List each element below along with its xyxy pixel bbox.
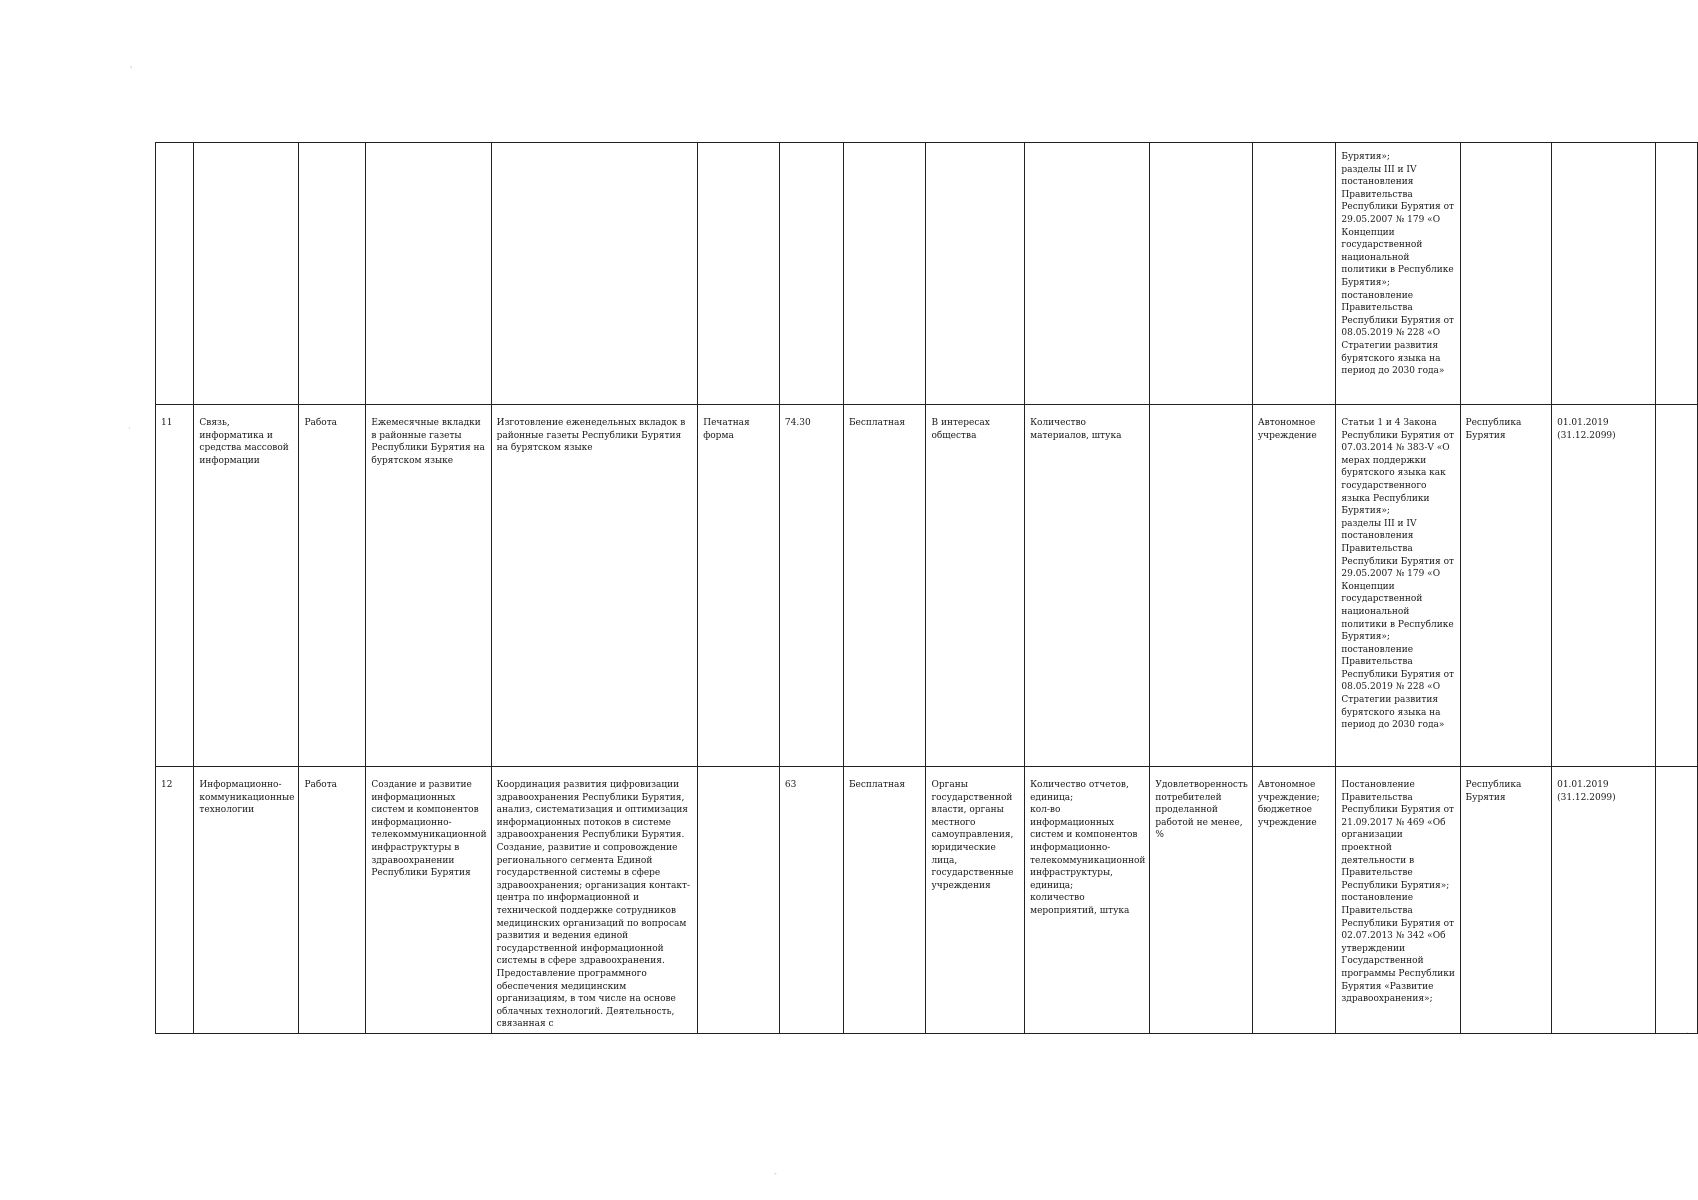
cell-work-name	[366, 767, 491, 1034]
cell-institution-type	[1252, 767, 1336, 1034]
cell-text: В интересах общества	[931, 418, 990, 441]
cell-text: Автономное учреждение; бюджетное учреждение	[1257, 780, 1320, 828]
cell-validity-period	[1552, 143, 1656, 405]
scan-mark-left-2: ·	[128, 424, 131, 433]
cell-text: 63	[784, 780, 797, 790]
cell-activity-sphere	[194, 767, 299, 1034]
cell-text: Республика Бурятия	[1465, 780, 1522, 803]
cell-text: Статьи 1 и 4 Закона Республики Бурятия от 07.03.2014 № 383-V «О мерах поддержки бурятского языка как государственного языка Республики Бурятия»; разделы III и IV постановления Правительства Республики Бурятия от 29.05.2007 № 179 «О Концепции государственной национальной политики в Республике Бурятия»; постановление Правительства Республики Бурятия от 08.05.2019 № 228 «О Стратегии развития бурятского языка на период до 2030 года»	[1341, 418, 1454, 731]
cell-legal-basis	[1336, 405, 1460, 767]
cell-text: Бесплатная	[848, 780, 906, 790]
registry-table	[155, 142, 1698, 1034]
cell-text: 01.01.2019 (31.12.2099)	[1557, 780, 1616, 803]
cell-activity-sphere	[194, 143, 299, 405]
cell-territory	[1460, 767, 1552, 1034]
cell-okved-code	[779, 767, 843, 1034]
cell-payment-type	[843, 143, 926, 405]
cell-consumer-category	[926, 143, 1025, 405]
cell-text: Республика Бурятия	[1465, 418, 1522, 441]
cell-validity-period	[1552, 767, 1656, 1034]
cell-service-type	[299, 767, 366, 1034]
cell-text: Автономное учреждение	[1257, 418, 1317, 441]
cell-extra-column	[1655, 143, 1697, 405]
cell-text: Координация развития цифровизации здравоохранения Республики Бурятия, анализ, систематизация и оптимизация информационных потоков в системе здравоохранения Республики Бурятия. Создание, развитие и сопровождение регионального сегмента Единой государственной системы в сфере здравоохранения; организация контакт-центра по информационной и технической поддержке сотрудников медицинских организаций по вопросам развития и ведения единой государственной информационной системы в сфере здравоохранения. Предоставление программного обеспечения медицинским организациям, в том числе на основе облачных технологий. Деятельность, связанная с	[496, 780, 691, 1030]
cell-text: Изготовление еженедельных вкладок в районные газеты Республики Бурятия на бурятском языке	[496, 418, 686, 454]
cell-text: Ежемесячные вкладки в районные газеты Республики Бурятия на бурятском языке	[371, 418, 485, 466]
cell-row-number	[156, 143, 194, 405]
cell-work-content	[491, 405, 698, 767]
cell-text: Работа	[304, 418, 338, 428]
table-body	[156, 143, 1698, 1034]
cell-text: 74.30	[784, 418, 811, 428]
cell-text: Постановление Правительства Республики Бурятия от 21.09.2017 № 469 «Об организации проектной деятельности в Правительстве Республики Бурятия»; постановление Правительства Республики Бурятия от 02.07.2013 № 342 «Об утверждении Государственной программы Республики Бурятия «Развитие здравоохранения»;	[1341, 780, 1455, 1005]
cell-text: 11	[161, 418, 173, 428]
cell-quality-indicator	[1150, 143, 1252, 405]
cell-work-content	[491, 143, 698, 405]
cell-volume-indicator	[1025, 405, 1150, 767]
cell-text: Информационно-коммуникационные технологии	[199, 780, 295, 816]
cell-consumer-category	[926, 405, 1025, 767]
cell-text: Работа	[304, 780, 338, 790]
cell-payment-type	[843, 767, 926, 1034]
cell-validity-period	[1552, 405, 1656, 767]
cell-row-number	[156, 405, 194, 767]
scan-mark-left: '	[130, 65, 133, 74]
cell-text: Бесплатная	[848, 418, 906, 428]
cell-extra-column	[1655, 405, 1697, 767]
table-row	[156, 143, 1698, 405]
cell-institution-type	[1252, 405, 1336, 767]
cell-okved-code	[779, 405, 843, 767]
table-row	[156, 405, 1698, 767]
cell-text: Бурятия»; разделы III и IV постановления Правительства Республики Бурятия от 29.05.2007 № 179 «О Концепции государственной национальной политики в Республике Бурятия»; постановление Правительства Республики Бурятия от 08.05.2019 № 228 «О Стратегии развития бурятского языка на период до 2030 года»	[1341, 152, 1454, 377]
cell-work-name	[366, 405, 491, 767]
cell-text: Удовлетворенность потребителей проделанной работой не менее, %	[1155, 780, 1248, 841]
cell-text: Связь, информатика и средства массовой информации	[199, 418, 289, 466]
scan-mark-bottom: -	[774, 1169, 777, 1178]
cell-volume-indicator	[1025, 143, 1150, 405]
cell-text: Органы государственной власти, органы местного самоуправления, юридические лица, государственные учреждения	[931, 780, 1014, 891]
cell-activity-sphere	[194, 405, 299, 767]
table-row	[156, 767, 1698, 1034]
cell-text: 12	[161, 780, 173, 790]
cell-text: 01.01.2019 (31.12.2099)	[1557, 418, 1616, 441]
scan-mark-right: ·	[1686, 1029, 1689, 1038]
cell-territory	[1460, 143, 1552, 405]
cell-row-number	[156, 767, 194, 1034]
cell-provision-form	[698, 767, 780, 1034]
cell-service-type	[299, 405, 366, 767]
cell-work-name	[366, 143, 491, 405]
cell-provision-form	[698, 405, 780, 767]
cell-volume-indicator	[1025, 767, 1150, 1034]
cell-extra-column	[1655, 767, 1697, 1034]
cell-text: Создание и развитие информационных систем и компонентов информационно-телекоммуникационной инфраструктуры в здравоохранении Республики Бурятия	[371, 780, 487, 879]
cell-consumer-category	[926, 767, 1025, 1034]
cell-legal-basis	[1336, 143, 1460, 405]
cell-territory	[1460, 405, 1552, 767]
cell-service-type	[299, 143, 366, 405]
cell-provision-form	[698, 143, 780, 405]
cell-payment-type	[843, 405, 926, 767]
cell-institution-type	[1252, 143, 1336, 405]
cell-okved-code	[779, 143, 843, 405]
cell-legal-basis	[1336, 767, 1460, 1034]
cell-quality-indicator	[1150, 767, 1252, 1034]
cell-text: Количество отчетов, единица; кол-во информационных систем и компонентов информационно-телекоммуникационной инфраструктуры, единица; количество мероприятий, штука	[1030, 780, 1146, 916]
cell-quality-indicator	[1150, 405, 1252, 767]
cell-work-content	[491, 767, 698, 1034]
cell-text: Количество материалов, штука	[1030, 418, 1122, 441]
cell-text: Печатная форма	[703, 418, 750, 441]
